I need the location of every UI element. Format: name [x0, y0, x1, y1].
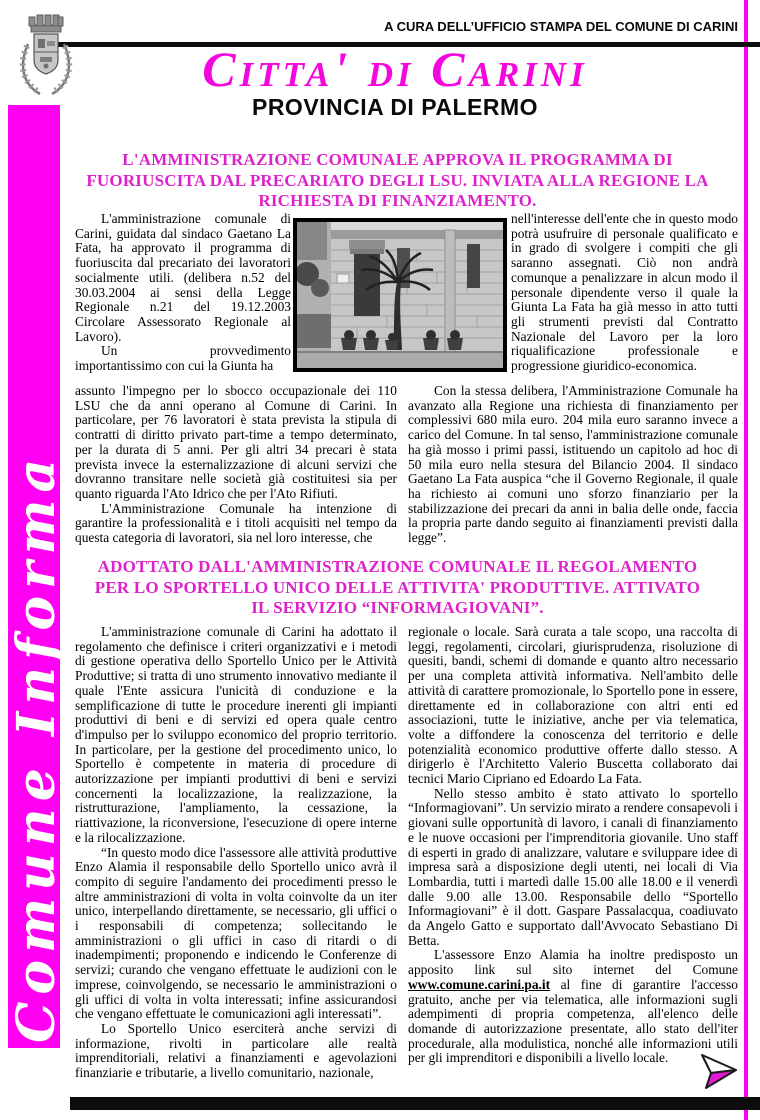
paragraph-text: L'assessore Enzo Alamia ha inoltre predisposto un apposito link sul sito internet del Comune	[408, 947, 738, 978]
article2-headline: ADOTTATO DALL'AMMINISTRAZIONE COMUNALE IL REGOLAMENTO PER LO SPORTELLO UNICO DELLE ATTIVITA' PRODUTTIVE. ATTIVATO IL SERVIZIO “INFORMAGIOVANI”.	[94, 557, 701, 617]
article2-right-column	[408, 625, 738, 1095]
paragraph: Un provvedimento importantissimo con cui la Giunta ha	[75, 343, 291, 374]
paragraph: Con la stessa delibera, l'Amministrazione Comunale ha avanzato alla Regione una richiesta di finanziamento per complessivi 680 mila euro. 204 mila euro saranno invece a carico del Comune. In tal senso, l'amministrazione comunale ha già mosso i primi passi, istituendo un capitolo ad hoc di 50 mila euro nella stesura del Bilancio 2004. Il sindaco Gaetano La Fata auspica “che il Governo Regionale, il quale ha richiesto ai comuni uno sforzo finanziario per la stabilizzazione dei precari da anni in balia delle onde, faccia la propria parte dando seguito ai finanziamenti previsti dalla legge”.	[408, 384, 738, 546]
sidebar-strip	[6, 105, 67, 1048]
article1-right-column-bottom	[408, 384, 738, 554]
paragraph-text: al fine di garantire l'accesso gratuito, anche per via telematica, alle informazioni sugli adempimenti di propria competenza, all'elenco delle domande di autorizzazione presentate, allo stato dell'iter procedurale, alla modulistica, nonché alle informazioni utili per gli imprenditori e disponibili a livello locale.	[408, 976, 738, 1066]
dart-arrow-icon	[699, 1051, 739, 1091]
municipal-coat-of-arms-icon	[14, 12, 78, 106]
paragraph: L'amministrazione comunale di Carini, guidata dal sindaco Gaetano La Fata, ha approvato il programma di fuoriuscita dal precariato dei lavoratori socialmente utili. (delibera n.52 del 30.03.2004 ai sensi della Legge Regionale n.21 del 19.12.2003 Circolare Assessorato Regionale al Lavoro).	[75, 212, 291, 344]
bottom-rule	[70, 1097, 760, 1110]
press-office-banner: A CURA DELL’UFFICIO STAMPA DEL COMUNE DI CARINI	[384, 19, 738, 34]
paragraph: L'Amministrazione Comunale ha intenzione di garantire la professionalità e i titoli acquisiti nel tempo da questa categoria di lavoratori, sia nel loro interesse, che	[75, 500, 397, 546]
paragraph: L'amministrazione comunale di Carini ha adottato il regolamento che definisce i criteri organizzativi e i metodi di gestione operativa dello Sportello Unico per le Attività Produttive; si tratta di uno strumento innovativo mediante il quale l'Ente assicura l'unicità di conduzione e la semplificazione di tutte le procedure inerenti gli impianti produttivi di beni e di servizi ed opera quale centro d'impulso per lo sviluppo economico del proprio territorio. In particolare, per la gestione del procedimento unico, lo Sportello è competente in materia di procedure di autorizzazione per impianti produttivi di beni e servizi concernenti la localizzazione, la realizzazione, la ristrutturazione, l'ampliamento, la cessazione, la riattivazione, la riconversione, l'esecuzione di opere interne e la rilocalizzazione.	[75, 625, 397, 845]
article1-right-column-top	[511, 212, 738, 384]
article1-left-column-top	[75, 212, 291, 382]
paragraph: nell'interesse dell'ente che in questo modo potrà usufruire di personale qualificato e in grado di svolgere i compiti che gli saranno assegnati. Ciò non andrà comunque a penalizzare in alcun modo il personale dipendente verso il quale la Giunta La Fata ha già messo in atto tutti gli strumenti previsti dal Contratto Nazionale del Lavoro per la loro riqualificazione professionale e progressione giuridico-economica.	[511, 212, 738, 374]
sidebar-label: Comune Informa	[6, 451, 67, 1043]
paragraph: Nello stesso ambito è stato attivato lo sportello “Informagiovani”. Un servizio mirato a rendere consapevoli i giovani sulle opportunità di lavoro, i canali di finanziamento e le nuove occasioni per l'imprenditoria giovanile. Uno staff di esperti in grado di analizzare, valutare e sviluppare idee di impresa sarà a disposizione degli utenti, nei locali di Via Lombardia, tutti i martedì dalle 15.00 alle 18.00 e il venerdì dalle 9.00 alle 13.00. Responsabile dello “Sportello Informagiovani” è il dott. Gaspare Passalacqua, coadiuvato da Angelo Gatto e supportato dall'Avvocato Sebastiano Di Betta.	[408, 785, 738, 948]
paragraph: “In questo modo dice l'assessore alle attività produttive Enzo Alamia il responsabile dello Sportello unico avrà il compito di seguire l'andamento dei procedimenti presso le altre amministrazioni di volta in volta coinvolte da un iter unico, interpellando direttamente, se necessario, gli uffici o i responsabili di competenza; sollecitando le amministrazioni o gli uffici in caso di ritardi o di inadempimenti; proponendo e indicendo le Conferenze di servizi; curando che vengano effettuate le audizioni con le imprese, coinvolgendo, se necessario le amministrazioni o gli uffici di volta in volta interessati; infine assicurandosi che vengano effettuate le comunicazioni agli interessati”.	[75, 844, 397, 1022]
paragraph: assunto l'impegno per lo sbocco occupazionale dei 110 LSU che da anni operano al Comune di Carini. In particolare, per 76 lavoratori è stata prevista la stipula di contratti di diritto privato part-time a tempo determinato, per la durata di 5 anni. Per gli altri 34 precari è stata prevista invece la esternalizzazione di alcuni servizi che dovranno transitare nelle società già costituitesi sia per quanto riguarda l'Ato Idrico che per l'Ato Rifiuti.	[75, 384, 397, 501]
paragraph: regionale o locale. Sarà curata a tale scopo, una raccolta di leggi, regolamenti, circolari, giurisprudenza, risoluzione di quesiti, bandi, schemi di domande e quanto altro necessario per una completa attività informativa. Nell'ambito delle attività di carattere promozionale, lo Sportello pone in essere, direttamente ed in collaborazione con altri enti ed associazioni, tutte le iniziative, anche per via telematica, volte a diffondere la conoscenza del territorio e delle potenzialità economico produttive offerte dallo stesso. A dirigerlo è l'Architetto Valerio Buscetta collaborato dai tecnici Mario Cipriano ed Edoardo La Fata.	[408, 625, 738, 787]
article1-headline: L'AMMINISTRAZIONE COMUNALE APPROVA IL PROGRAMMA DI FUORIUSCITA DAL PRECARIATO DEGLI LSU. INVIATA ALLA REGIONE LA RICHIESTA DI FINANZIAMENTO.	[86, 150, 709, 210]
paragraph: Lo Sportello Unico eserciterà anche servizi di informazione, rivolti in particolare alle realtà imprenditoriali, relativi a finanziamenti e agevolazioni finanziarie e tributarie, a livello comunitario, nazionale,	[75, 1020, 397, 1081]
comune-carini-website-link[interactable]: www.comune.carini.pa.it	[408, 976, 551, 992]
paragraph	[408, 948, 738, 1066]
article2-left-column	[75, 625, 397, 1095]
page-title: Citta' di Carini	[202, 41, 588, 97]
page-subtitle: PROVINCIA DI PALERMO	[251, 94, 538, 120]
article1-left-column-bottom	[75, 384, 397, 554]
masthead	[80, 41, 710, 120]
right-margin-line	[744, 0, 748, 1120]
building-photo	[293, 218, 507, 372]
